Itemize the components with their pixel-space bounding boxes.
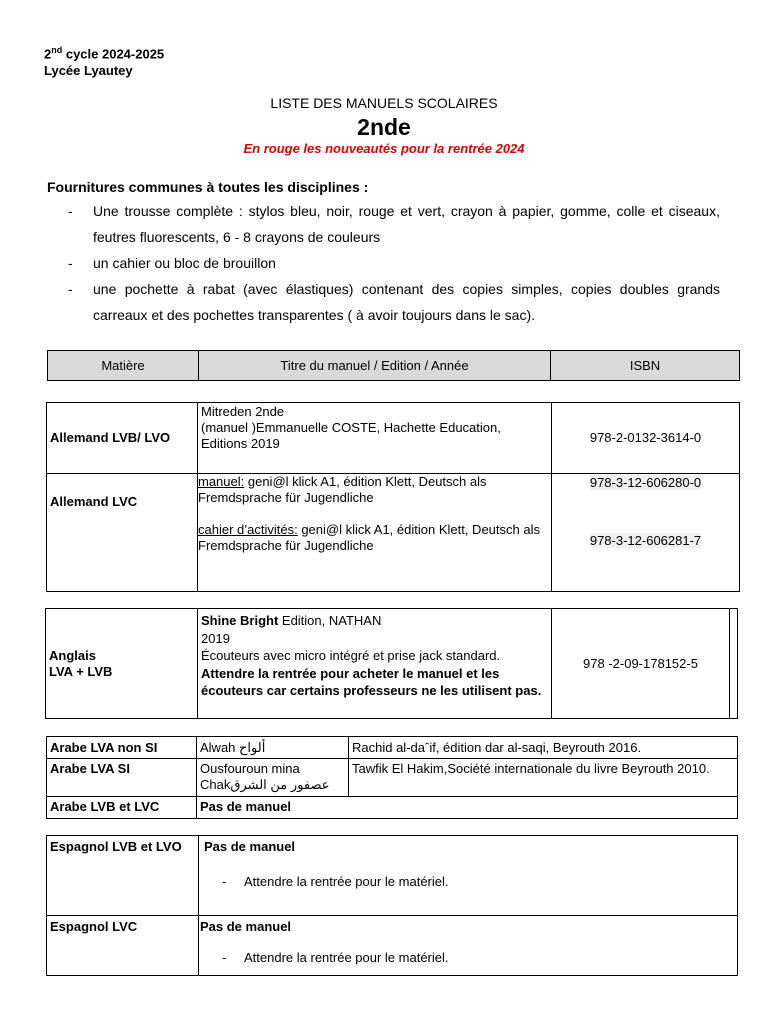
table-row — [47, 916, 738, 976]
novelty-note: En rouge les nouveautés pour la rentrée 2024 — [243, 141, 525, 156]
subject-cell: Allemand LVC — [47, 474, 198, 592]
table-row — [47, 836, 738, 916]
header-title: Titre du manuel / Edition / Année — [199, 351, 551, 381]
title-cell: Mitreden 2nde (manuel )Emmanuelle COSTE, Hachette Education, Editions 2019 — [198, 403, 552, 474]
cycle-line: 2nd cycle 2024-2025 — [44, 45, 165, 62]
edition-cell: Tawfik El Hakim,Société internationale du livre Beyrouth 2010. — [349, 759, 738, 797]
table-row — [47, 474, 740, 592]
german-table — [46, 402, 740, 592]
table-row — [47, 759, 738, 797]
supplies-list — [68, 198, 720, 328]
subject-cell: Arabe LVB et LVC — [47, 797, 197, 819]
title-cell: Pas de manuel - Attendre la rentrée pour le matériel. — [199, 836, 738, 916]
header-subject: Matière — [48, 351, 199, 381]
supplies-title: Fournitures communes à toutes les disciplines : — [47, 179, 369, 195]
list-item: - une pochette à rabat (avec élastiques) contenant des copies simples, copies doubles grands carreaux et des pochettes transparentes ( à avoir toujours dans le sac). — [68, 281, 720, 323]
school-name: Lycée Lyautey — [44, 63, 133, 79]
subject-cell: Espagnol LVB et LVO — [47, 836, 199, 916]
isbn-cell: 978 -2-09-178152-5 — [552, 609, 730, 719]
isbn-cell: 978-2-0132-3614-0 — [552, 403, 740, 474]
table-row — [46, 609, 738, 719]
grade-title: 2nde — [357, 114, 411, 140]
subject-cell: Allemand LVB/ LVO — [47, 403, 198, 474]
header-isbn: ISBN — [551, 351, 740, 381]
list-title: LISTE DES MANUELS SCOLAIRES — [270, 95, 498, 111]
subject-cell: Arabe LVA non SI — [47, 737, 197, 759]
list-item: - un cahier ou bloc de brouillon — [68, 255, 276, 271]
subject-cell: Arabe LVA SI — [47, 759, 197, 797]
list-item: - Une trousse complète : stylos bleu, noir, rouge et vert, crayon à papier, gomme, colle et ciseaux, feutres fluorescents, 6 - 8 crayons de couleurs — [68, 203, 720, 245]
title-cell: Shine Bright Edition, NATHAN 2019 Écouteurs avec micro intégré et prise jack standard. Attendre la rentrée pour acheter le manuel et les écouteurs car certains professeurs ne les utilisent pas. — [198, 609, 552, 719]
edition-cell: Rachid al-daˆif, édition dar al-saqi, Beyrouth 2016. — [349, 737, 738, 759]
school-header — [44, 42, 164, 79]
empty-cell — [730, 609, 738, 719]
subject-cell: Anglais LVA + LVB — [46, 609, 198, 719]
table-header — [47, 350, 740, 381]
table-row — [47, 737, 738, 759]
title-cell: Alwah ألواح — [197, 737, 349, 759]
title-cell: manuel: geni@l klick A1, édition Klett, Deutsch als Fremdsprache für Jugendliche cahier d’activités: geni@l klick A1, édition Klett, Deutsch als Fremdsprache für Jugendliche — [198, 474, 552, 592]
isbn-cell: 978-3-12-606280-0 978-3-12-606281-7 — [552, 474, 740, 592]
subject-cell: Espagnol LVC — [47, 916, 199, 976]
english-table — [45, 608, 738, 719]
table-row — [47, 403, 740, 474]
table-row — [47, 797, 738, 819]
spanish-table — [46, 835, 738, 976]
arabic-table — [46, 736, 738, 819]
title-cell: Ousfouroun mina Chakعصفور من الشرق — [197, 759, 349, 797]
title-cell: Pas de manuel - Attendre la rentrée pour le matériel. — [199, 916, 738, 976]
title-cell: Pas de manuel — [197, 797, 738, 819]
